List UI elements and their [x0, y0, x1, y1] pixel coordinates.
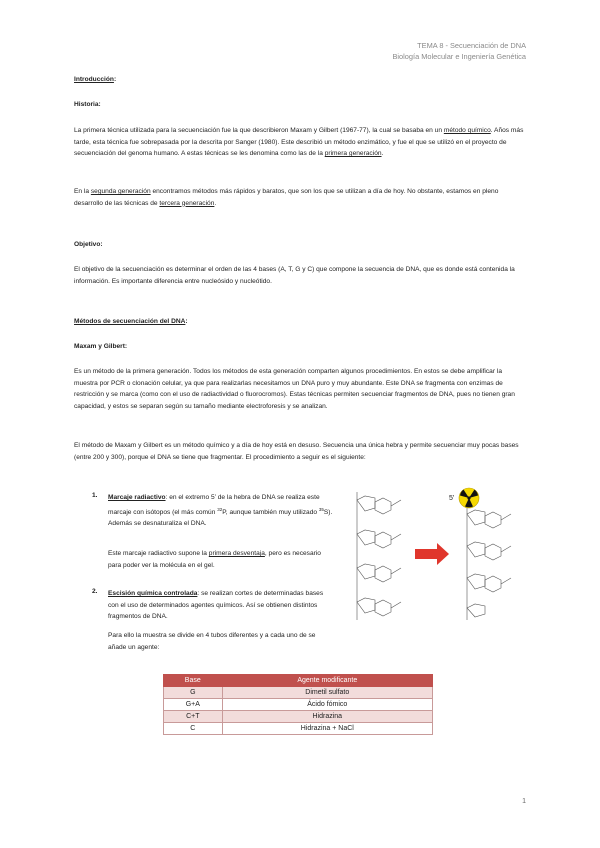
methods-paragraph-2: El método de Maxam y Gilbert es un método químico y a día de hoy está en desuso. Secuencia una única hebra y permite secuenciar muy pocas bases (entre 200 y 300), porque el DNA se tiene que fragmentar. El procedimiento a seguir es el siguiente: — [74, 442, 519, 461]
step-1-note: Este marcaje radiactivo supone la primera desventaja, pero es necesario para poder ver la molécula en el gel. — [108, 550, 321, 569]
right-arrow-icon — [415, 543, 449, 565]
table-row: G+A Ácido fómico — [164, 699, 433, 711]
page-header — [392, 40, 526, 62]
five-prime-label: 5' — [449, 495, 455, 502]
step-2-number: 2. — [92, 588, 98, 595]
objective-heading: Objetivo: — [74, 241, 103, 248]
intro-paragraph-2: En la segunda generación encontramos métodos más rápidos y baratos, que son los que se utilizan a día de hoy. No obstante, estamos en pleno desarrollo de las técnicas de tercera generación. — [74, 188, 499, 207]
table-row: G Dimetil sulfato — [164, 687, 433, 699]
step-1-text: Marcaje radiactivo: en el extremo 5’ de la hebra de DNA se realiza este marcaje con isótopos (el más común $^{32}$P, aunque también muy utilizado $^{35}$S). Además se desnaturaliza el DNA. — [108, 494, 333, 528]
header-base: Base — [164, 675, 223, 687]
page-number: 1 — [522, 798, 526, 805]
dna-strand-left — [357, 492, 401, 620]
step-2-text: Escisión química controlada: se realizan cortes de determinadas bases con el uso de determinados agentes químicos. Así se obtienen distintos fragmentos de DNA. — [108, 590, 324, 621]
methods-paragraph-1: Es un método de la primera generación. Todos los métodos de esta generación comparten algunos procedimientos. En estos se debe amplificar la muestra por PCR o clonación celular, ya que para realizarlas necesitamos un DNA puro y muy abundante. Este DNA se fragmenta con enzimas de restricción y se marca (como con el uso de radiactividad o fluorocromos). Estas técnicas permiten secuenciar fragmentos de DNA, pues no tienen gran capacidad, y estos se separan según su tamaño mediante electroforesis y se analizan. — [74, 368, 515, 410]
step-1-number: 1. — [92, 492, 98, 499]
radiation-icon — [459, 488, 479, 508]
intro-paragraph-1: La primera técnica utilizada para la secuenciación fue la que describieron Maxam y Gilbert (1967-77), la cual se basaba en un método químico. Años más tarde, esta técnica fue sobrepasada por la descrita por Sanger (1980). Este describió un método enzimático, y fue el que se utilizó en el proyecto de secuenciación del genoma humano. A estas técnicas se les denomina como las de la primera generación. — [74, 127, 524, 158]
table-header-row — [164, 675, 433, 687]
dna-strand-right — [467, 506, 511, 620]
methods-heading: Métodos de secuenciación del DNA: — [74, 318, 188, 325]
header-course: Biología Molecular e Ingeniería Genética — [392, 52, 526, 61]
table-row: C Hidrazina + NaCl — [164, 723, 433, 735]
intro-heading: Introducción: — [74, 76, 117, 83]
header-agent: Agente modificante — [222, 675, 432, 687]
header-topic: TEMA 8 - Secuenciación de DNA — [417, 41, 526, 50]
history-heading: Historia: — [74, 101, 101, 108]
link-metodo-quimico: método químico — [443, 127, 491, 134]
modifying-agents-table — [163, 674, 433, 735]
dna-labeling-figure — [335, 486, 535, 626]
maxam-gilbert-heading: Maxam y Gilbert: — [74, 343, 128, 350]
objective-text: El objetivo de la secuenciación es determinar el orden de las 4 bases (A, T, G y C) que compone la secuencia de DNA, que es donde está contenida la información. Es importante diferencia entre nucleósido y nucleótido. — [74, 266, 515, 285]
table-row: C+T Hidrazina — [164, 711, 433, 723]
step-2-note: Para ello la muestra se divide en 4 tubos diferentes y a cada uno de se añade un agente: — [108, 632, 316, 651]
